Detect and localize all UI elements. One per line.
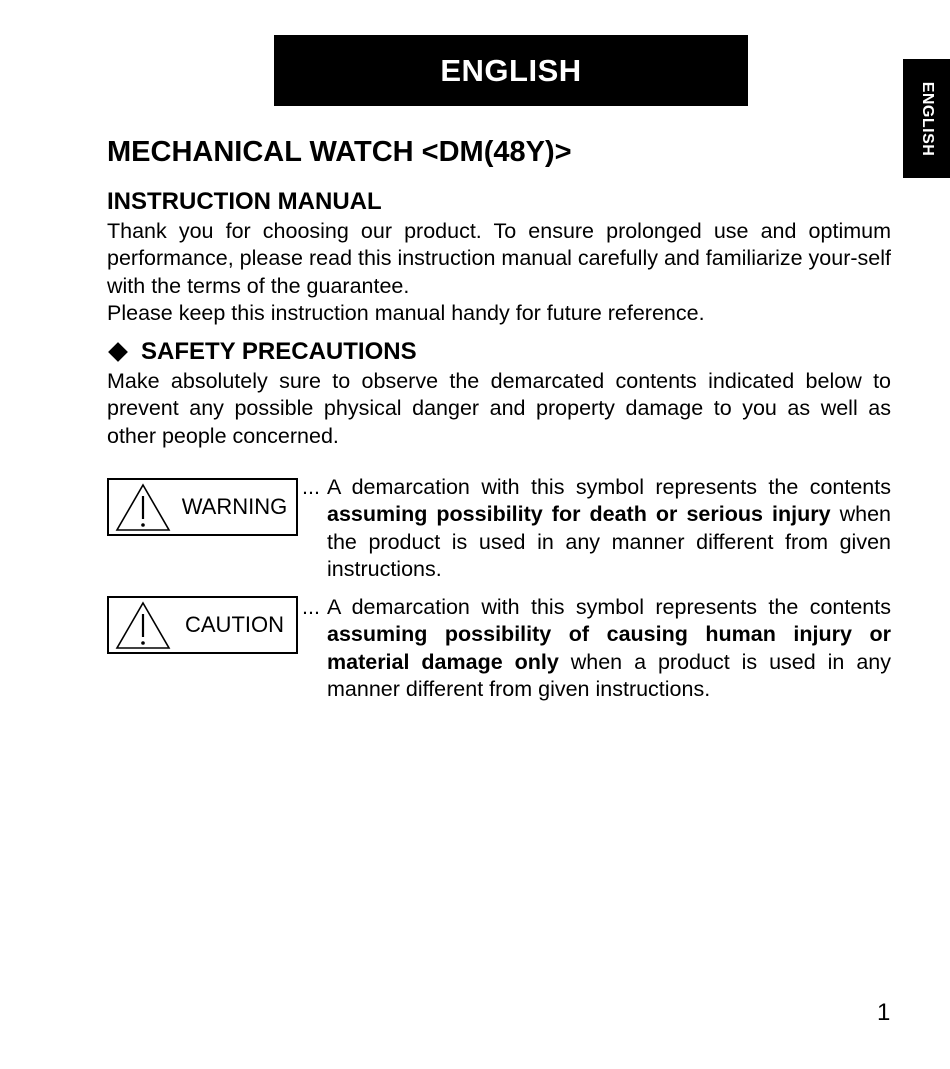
caution-symbol-box (107, 596, 298, 654)
warning-dots: ... (302, 475, 320, 499)
caution-text-tail: when a product is used in any manner different from given instructions. (327, 649, 891, 701)
caution-triangle-icon (115, 601, 171, 651)
language-side-tab (903, 59, 950, 178)
caution-definition (302, 594, 891, 703)
language-banner (274, 35, 748, 106)
document-title: MECHANICAL WATCH <DM(48Y)> (107, 136, 572, 168)
diamond-bullet-icon (108, 342, 128, 362)
intro-paragraph: Thank you for choosing our product. To ensure prolonged use and optimum performance, please read this instruction manual carefully and familiarize your-self with the terms of the guarantee. (107, 219, 891, 298)
side-tab-label: ENGLISH (918, 81, 936, 156)
instruction-manual-heading: INSTRUCTION MANUAL (107, 188, 382, 215)
caution-text-lead: A demarcation with this symbol represents the contents (327, 595, 891, 619)
caution-text-bold: assuming possibility of causing human injury or material damage only (327, 622, 891, 674)
warning-triangle-icon (115, 483, 171, 533)
caution-dots: ... (302, 595, 320, 619)
language-banner-label: ENGLISH (440, 52, 582, 88)
page-number: 1 (877, 999, 891, 1026)
caution-definition-text (327, 594, 891, 703)
safety-precautions-heading (107, 338, 417, 366)
warning-text-lead: A demarcation with this symbol represents the contents (327, 475, 891, 499)
warning-text-tail: when the product is used in any manner different from given instructions. (327, 502, 892, 581)
warning-text-bold: assuming possibility for death or serious injury (327, 502, 831, 527)
warning-label: WARNING (181, 494, 288, 519)
warning-symbol-box (107, 478, 298, 536)
warning-definition-text (327, 474, 891, 583)
caution-label: CAUTION (185, 612, 284, 637)
safety-intro-paragraph: Make absolutely sure to observe the demarcated contents indicated below to prevent any possible physical danger and property damage to you as well as other people concerned. (107, 369, 891, 448)
safety-heading-label: SAFETY PRECAUTIONS (141, 338, 417, 365)
keep-handy-paragraph: Please keep this instruction manual handy for future reference. (107, 301, 705, 325)
warning-definition (302, 474, 891, 583)
